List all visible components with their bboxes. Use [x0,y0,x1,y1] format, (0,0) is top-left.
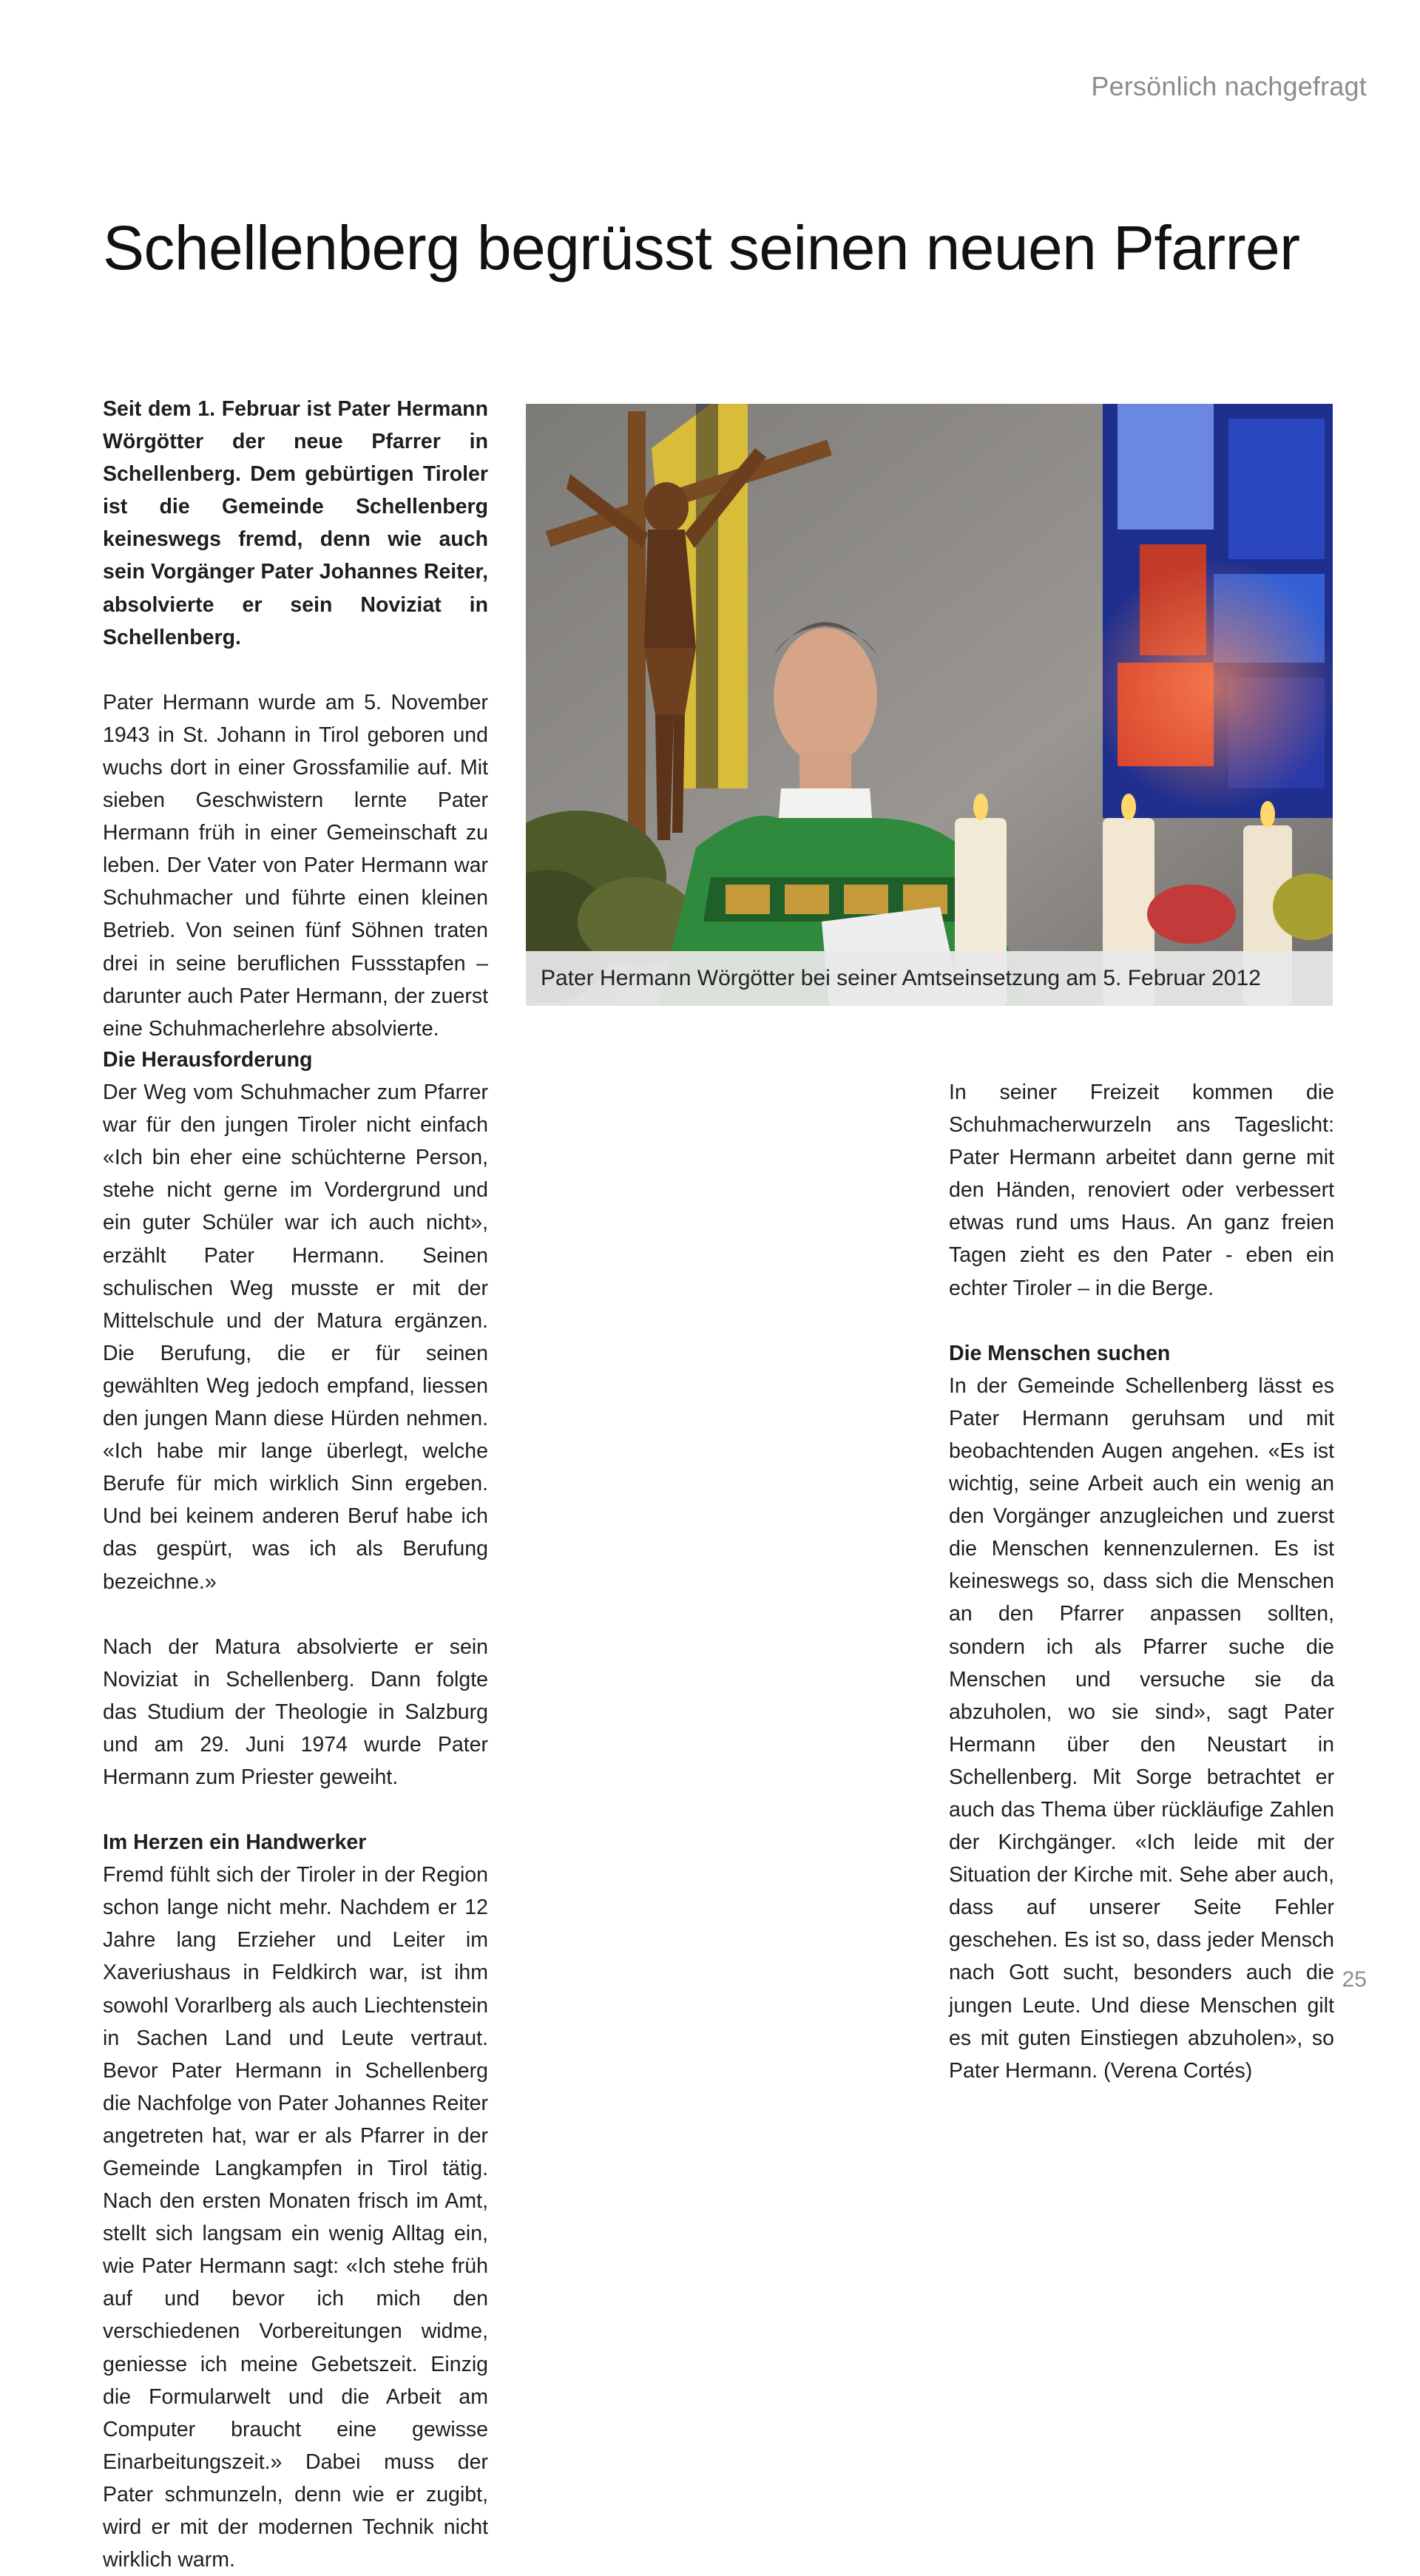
article-intro: Seit dem 1. Februar ist Pater Hermann Wörgötter der neue Pfarrer in Schellenberg. Dem gebürtigen Tiroler ist die Gemeinde Schellenberg keineswegs fremd, denn wie auch sein Vorgänger Pater Johannes Reiter, absolvierte er sein Noviziat in Schellenberg. [103,397,488,649]
paragraph-challenge: Der Weg vom Schuhmacher zum Pfarrer war für den jungen Tiroler nicht einfach «Ich bin eher eine schüchterne Person, stehe nicht gerne im Vordergrund und ein guter Schüler war ich auch nicht», erzählt Pater Hermann. Seinen schulischen Weg musste er mit der Mittelschule und der Matura ergänzen. Die Berufung, die er für seinen gewählten Weg jedoch empfand, liessen den jungen Mann diese Hürden nehmen. «Ich habe mir lange überlegt, welche Berufe für mich wirklich Sinn ergeben. Und bei keinem anderen Beruf habe ich das gespürt, was ich als Berufung bezeichne.» [103,1081,488,1594]
subheading-craftsman: Im Herzen ein Handwerker [103,1830,367,1855]
page-number: 25 [1342,1967,1367,1992]
subheading-seeking-people: Die Menschen suchen [949,1341,1171,1365]
section-label: Persönlich nachgefragt [1091,71,1367,101]
column-3 [949,1076,1334,2087]
column-1 [103,1044,488,2576]
paragraph-biography: Pater Hermann wurde am 5. November 1943 in St. Johann in Tirol geboren und wuchs dort in einer Grossfamilie auf. Mit sieben Geschwistern lernte Pater Hermann früh in einer Gemeinschaft zu leben. Der Vater von Pater Hermann war Schuhmacher und führte einen kleinen Betrieb. Von seinen fünf Söhnen traten drei in seine beruflichen Fussstapfen – darunter auch Pater Hermann, der zuerst eine Schuhmacherlehre absolvierte. [103,690,488,1041]
paragraph-ordination: Nach der Matura absolvierte er sein Noviziat in Schellenberg. Dann folgte das Studium der Theologie in Salzburg und am 29. Juni 1974 wurde Pater Hermann zum Priester geweiht. [103,1634,488,1789]
paragraph-seeking-people: In der Gemeinde Schellenberg lässt es Pater Hermann geruhsam und mit beobachtenden Augen angehen. «Es ist wichtig, seine Arbeit auch ein wenig an den Vorgänger anzugleichen und zuerst die Menschen kennenzulernen. Es ist keineswegs so, dass sich die Menschen an den Pfarrer anpassen sollten, sondern ich als Pfarrer suche die Menschen und versuche sie da abzuholen, wo sie sind», sagt Pater Hermann über den Neustart in Schellenberg. Mit Sorge betrachtet er auch das Thema über rückläufige Zahlen der Kirchgänger. «Ich leide mit der Situation der Kirche mit. Sehe aber auch, dass auf unserer Seite Fehler geschehen. Es ist so, dass jeder Mensch nach Gott sucht, besonders auch die jungen Leute. Und diese Menschen gilt es mit guten Einstiegen abzuholen», so Pater Hermann. (Verena Cortés) [949,1373,1334,2083]
article-title: Schellenberg begrüsst seinen neuen Pfarrer [103,213,1300,283]
article-photo [526,404,1333,1006]
subheading-challenge: Die Herausforderung [103,1048,313,1072]
paragraph-free-time: In seiner Freizeit kommen die Schuhmacherwurzeln ans Tageslicht: Pater Hermann arbeitet dann gerne mit den Händen, renoviert oder verbessert etwas rund ums Haus. An ganz freien Tagen zieht es den Pater - eben ein echter Tiroler – in die Berge. [949,1081,1334,1300]
column-1-top [103,393,488,1045]
priest-at-altar-image [526,404,1333,1006]
photo-caption: Pater Hermann Wörgötter bei seiner Amtseinsetzung am 5. Februar 2012 [526,951,1333,1006]
paragraph-craftsman: Fremd fühlt sich der Tiroler in der Region schon lange nicht mehr. Nachdem er 12 Jahre lang Erzieher und Leiter im Xaveriushaus in Feldkirch war, ist ihm sowohl Vorarlberg als auch Liechtenstein in Sachen Land und Leute vertraut. Bevor Pater Hermann in Schellenberg die Nachfolge von Pater Johannes Reiter angetreten hat, war er als Pfarrer in der Gemeinde Langkampfen in Tirol tätig. Nach den ersten Monaten frisch im Amt, stellt sich langsam ein wenig Alltag ein, wie Pater Hermann sagt: «Ich stehe früh auf und bevor ich mich den verschiedenen Vorbereitungen widme, geniesse ich meine Gebetszeit. Einzig die Formularwelt und die Arbeit am Computer braucht eine gewisse Einarbeitungszeit.» Dabei muss der Pater schmunzeln, denn wie er zugibt, wird er mit der modernen Technik nicht wirklich warm. [103,1863,488,2572]
